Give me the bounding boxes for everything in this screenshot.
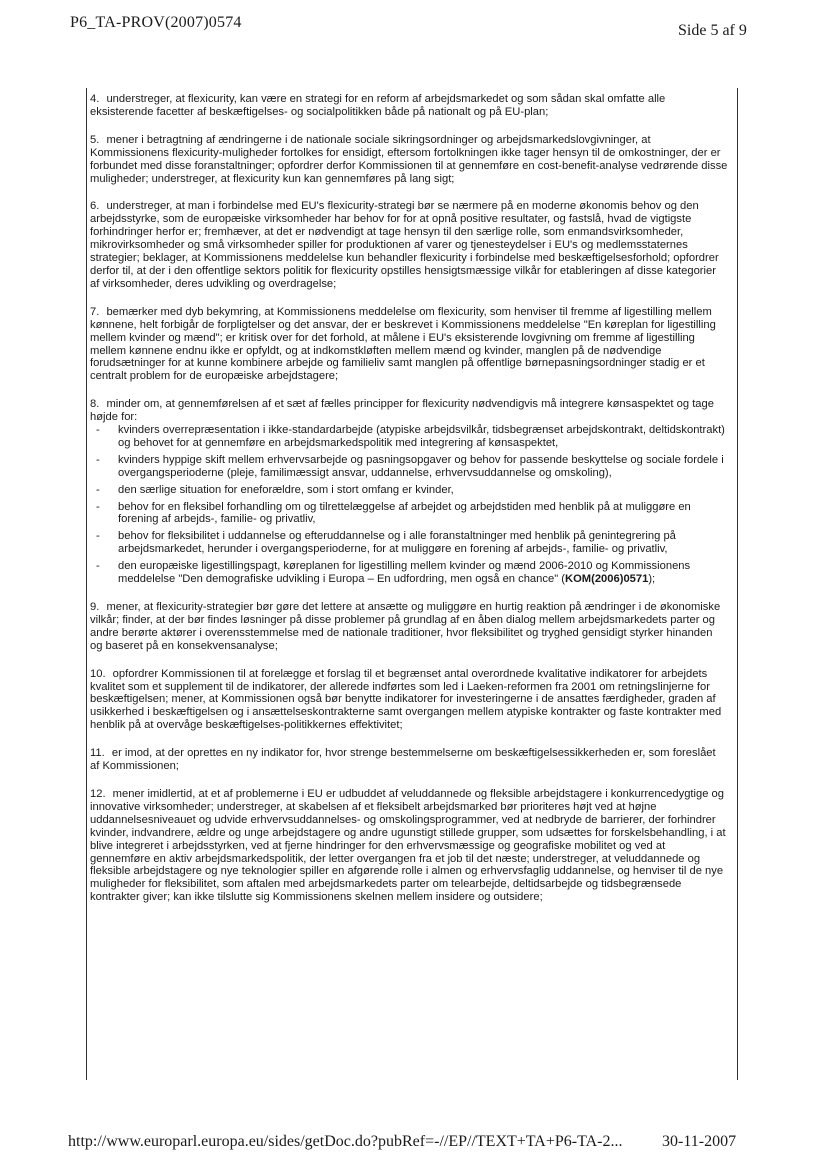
paragraph-8 bbox=[90, 398, 728, 586]
list-item-text: den europæiske ligestillingspagt, køreplanen for ligestilling mellem kvinder og mænd 2006-2010 og Kommissionens meddelelse "Den demografiske udvikling i Europa – En udfordring, men også en chance" ( bbox=[118, 560, 691, 586]
paragraph-text: minder om, at gennemførelsen af et sæt af fælles principper for flexicurity nødvendigvis må integrere kønsaspektet og tage højde for: bbox=[90, 398, 714, 424]
paragraph-number: 4. bbox=[90, 93, 100, 105]
document-reference: P6_TA-PROV(2007)0574 bbox=[70, 14, 242, 31]
paragraph-10 bbox=[90, 668, 728, 733]
list-item-text: kvinders hyppige skift mellem erhvervsarbejde og pasningsopgaver og behov for passende beskyttelse og sociale fordele i overgangsperioderne (pleje, familimæssigt ansvar, uddannelse, erhvervsuddannelse og omskoling), bbox=[118, 453, 724, 479]
bullet-dash: - bbox=[96, 500, 100, 513]
source-url: http://www.europarl.europa.eu/sides/getDoc.do?pubRef=-//EP//TEXT+TA+P6-TA-2... bbox=[68, 1133, 623, 1150]
list-item-text: behov for en fleksibel forhandling om og tilrettelæggelse af arbejdet og arbejdstiden med henblik på at muliggøre en forening af arbejds-, familie- og privatliv, bbox=[118, 500, 691, 526]
list-item bbox=[90, 501, 728, 527]
paragraph-number: 11. bbox=[90, 747, 105, 760]
list-item bbox=[90, 484, 728, 497]
document-body bbox=[90, 93, 728, 919]
bullet-dash: - bbox=[96, 530, 100, 543]
paragraph-12 bbox=[90, 788, 728, 904]
paragraph-number: 6. bbox=[90, 200, 100, 213]
list-item-text-end: ); bbox=[648, 573, 656, 586]
paragraph-number: 12. bbox=[90, 787, 106, 800]
list-item bbox=[90, 454, 728, 480]
list-item bbox=[90, 424, 728, 450]
paragraph-8-intro bbox=[90, 398, 728, 424]
list-item bbox=[90, 530, 728, 556]
paragraph-text: opfordrer Kommissionen til at forelægge et forslag til et begrænset antal overordnede kvalitative indikatorer for arbejdets kvalitet som et supplement til de indikatorer, der allerede indførtes som led i Laeken-reformen fra 2001 om retningslinjerne for beskæftigelsen; mener, at Kommissionen også bør benytte indikatorer for investeringerne i de ansattes færdigheder, graden af usikkerhed i beskæftigelsen og i ansættelseskontrakterne samt overgangen mellem atypiske kontrakter og faste kontrakter med henblik på at overvåge beskæftigelses-politikkernes effektivitet; bbox=[90, 667, 722, 732]
bullet-dash: - bbox=[96, 424, 100, 437]
print-date: 30-11-2007 bbox=[662, 1133, 737, 1150]
paragraph-text: understreger, at flexicurity, kan være en strategi for en reform af arbejdsmarkedet og som sådan skal omfatte alle eksisterende facetter af beskæftigelses- og socialpolitikken både på nationalt og på EU-plan; bbox=[90, 93, 666, 118]
paragraph-number: 7. bbox=[90, 305, 100, 318]
paragraph-number: 8. bbox=[90, 398, 100, 411]
document-reference-code: KOM(2006)0571 bbox=[565, 573, 649, 586]
bullet-dash: - bbox=[96, 453, 100, 466]
paragraph-text: er imod, at der oprettes en ny indikator for, hvor strenge bestemmelserne om beskæftigelsessikkerheden er, som foreslået af Kommissionen; bbox=[90, 747, 716, 773]
page-number: Side 5 af 9 bbox=[678, 22, 747, 39]
paragraph-number: 10. bbox=[90, 667, 106, 680]
paragraph-text: mener imidlertid, at et af problemerne i EU er udbuddet af veluddannede og fleksible arbejdstagere i konkurrencedygtige og innovative virksomheder; understreger, at skabelsen af et fleksibelt arbejdsmarked bør prioriteres højt ved at højne uddannelsesniveauet og udvide erhvervsuddannelses- og omskolingsprogrammer, ved at nedbryde de barrierer, der forhindrer kvinder, indvandrere, ældre og unge arbejdstagere og andre ugunstigt stillede grupper, som udsættes for forskelsbehandling, i at blive integreret i arbejdsstyrken, ved at fjerne hindringer for den erhvervsmæssige og geografiske mobilitet og ved at gennemføre en aktiv arbejdsmarkedspolitik, der letter overgangen fra et job til det næste; understreger, at veluddannede og fleksible arbejdstagere og nye teknologier spiller en afgørende rolle i almen og erhvervsfaglig uddannelse, og henviser til de nye muligheder for fleksibilitet, som aftalen med arbejdsmarkedets parter om telearbejde, deltidsarbejde og tidsbegrænsede kontrakter giver; kan ikke tilslutte sig Kommissionens skelnen mellem insidere og outsidere; bbox=[90, 787, 726, 904]
paragraph-text: bemærker med dyb bekymring, at Kommissionens meddelelse om flexicurity, som henviser til fremme af ligestilling mellem kønnene, helt forbigår de forpligtelser og det ansvar, der er beskrevet i Kommissionens meddelelse "En køreplan for ligestilling mellem kvinder og mænd"; er kritisk over for det forhold, at målene i EU's eksisterende lovgivning om fremme af ligestilling mellem kønnene endnu ikke er opfyldt, og at indkomstkløften mellem mænd og kvinder, manglen på de nødvendige forudsætninger for at kunne kombinere arbejde og familieliv samt manglen på offentlige børnepasningsordninger stadig er et centralt problem for de europæiske arbejdstagere; bbox=[90, 305, 716, 383]
bullet-list bbox=[90, 424, 728, 586]
paragraph-11 bbox=[90, 747, 728, 773]
paragraph-number: 5. bbox=[90, 133, 100, 146]
paragraph-7 bbox=[90, 306, 728, 383]
list-item-text: den særlige situation for eneforældre, som i stort omfang er kvinder, bbox=[118, 483, 454, 496]
list-item bbox=[90, 560, 728, 586]
bullet-dash: - bbox=[96, 560, 100, 573]
bullet-dash: - bbox=[96, 483, 100, 496]
list-item-text: kvinders overrepræsentation i ikke-standardarbejde (atypiske arbejdsvilkår, tidsbegrænset arbejdskontrakt, deltidskontrakt) og behovet for at gennemføre en arbejdsmarkedspolitik med integrering af kønsaspektet, bbox=[118, 424, 725, 449]
paragraph-number: 9. bbox=[90, 601, 100, 613]
paragraph-text: understreger, at man i forbindelse med EU's flexicurity-strategi bør se nærmere på en moderne økonomis behov og den arbejdsstyrke, som de europæiske virksomheder har behov for for at opnå positive resultater, og fastslå, hvad de vigtigste forhindringer herfor er; fremhæver, at det er nødvendigt at tage hensyn til den særlige rolle, som enmandsvirksomheder, mikrovirksomheder og små virksomheder spiller for produktionen af varer og tjenesteydelser i EU's og medlemsstaternes strategier; beklager, at Kommissionens meddelelse kun behandler flexicurity i forbindelse med beskæftigelsesforhold; opfordrer derfor til, at der i den offentlige sektors politik for flexicurity opstilles hensigtsmæssige vilkår for etableringen af disse kategorier af virksomheder, deres udvikling og overdragelse; bbox=[90, 200, 719, 290]
paragraph-text: mener, at flexicurity-strategier bør gøre det lettere at ansætte og muliggøre en hurtig reaktion på ændringer i de økonomiske vilkår; finder, at der bør findes løsninger på disse problemer på grundlag af en åben dialog mellem arbejdsmarkedets parter og andre berørte aktører i overensstemmelse med de nationale traditioner, hvor fleksibilitet og tryghed gensidigt styrker hinanden og baseret på en konsekvensanalyse; bbox=[90, 601, 721, 652]
list-item-text: behov for fleksibilitet i uddannelse og efteruddannelse og i alle foranstaltninger med henblik på genintegrering på arbejdsmarkedet, herunder i overgangsperioderne, for at muliggøre en forening af arbejds-, familie- og privatliv, bbox=[118, 530, 676, 556]
paragraph-text: mener i betragtning af ændringerne i de nationale sociale sikringsordninger og arbejdsmarkedslovgivninger, at Kommissionens flexicurity-muligheder fortolkes for ensidigt, eftersom fortolkningen ikke tager hensyn til de omkostninger, der er forbundet med disse foranstaltninger; opfordrer derfor Kommissionen til at gennemføre en cost-benefit-analyse vedrørende disse muligheder; understreger, at flexicurity kun kan gennemføres på lang sigt; bbox=[90, 133, 728, 185]
paragraph-5 bbox=[90, 134, 728, 186]
paragraph-4 bbox=[90, 93, 728, 119]
paragraph-9 bbox=[90, 601, 728, 653]
paragraph-6 bbox=[90, 200, 728, 290]
